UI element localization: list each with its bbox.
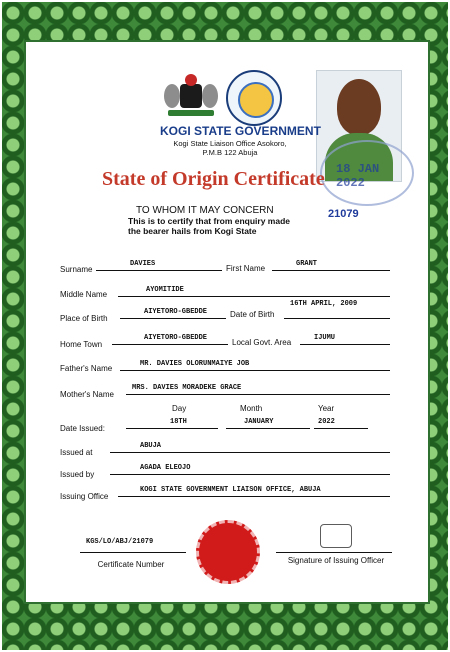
mothers-name-line — [126, 394, 390, 395]
lga-line — [300, 344, 390, 345]
middle-name-value: AYOMITIDE — [146, 286, 184, 294]
place-of-birth-value: AIYETORO-GBEDDE — [144, 308, 208, 316]
lga-label: Local Govt. Area — [232, 338, 292, 347]
month-value: JANUARY — [244, 418, 274, 426]
photo-head — [337, 79, 381, 135]
signature-line — [276, 552, 392, 553]
date-stamp-text: 18 JAN 2022 — [336, 162, 380, 190]
first-name-value: GRANT — [296, 260, 318, 268]
first-name-line — [272, 270, 390, 271]
mothers-name-value: MRS. DAVIES MORADEKE GRACE — [132, 384, 242, 392]
year-value: 2022 — [318, 418, 335, 426]
date-stamp — [320, 140, 414, 206]
home-town-label: Home Town — [60, 340, 103, 349]
certificate-title: State of Origin Certificate — [102, 168, 325, 190]
to-whom-it-may-concern: TO WHOM IT MAY CONCERN — [136, 205, 274, 216]
fathers-name-line — [120, 370, 390, 371]
middle-name-label: Middle Name — [60, 290, 108, 299]
mothers-name-label: Mother's Name — [60, 390, 114, 399]
first-name-label: First Name — [226, 264, 266, 273]
intro-line-1: This is to certify that from enquiry made — [128, 216, 291, 226]
surname-label: Surname — [60, 265, 93, 274]
home-town-value: AIYETORO-GBEDDE — [144, 334, 208, 342]
day-label: Day — [172, 404, 187, 413]
issuing-office-line — [118, 496, 390, 497]
issued-by-value: AGADA ELEOJO — [140, 464, 191, 472]
issuing-office-label: Issuing Office — [60, 492, 109, 501]
coat-of-arms-emblem — [160, 70, 222, 122]
certificate-number-line — [80, 552, 186, 553]
certificate-number-label: Certificate Number — [97, 560, 165, 569]
issued-at-value: ABUJA — [140, 442, 162, 450]
date-issued-label: Date Issued: — [60, 424, 105, 433]
lga-value: IJUMU — [314, 334, 336, 342]
year-line — [314, 428, 368, 429]
surname-value: DAVIES — [130, 260, 156, 268]
day-value: 18TH — [170, 418, 187, 426]
year-label: Year — [318, 404, 335, 413]
date-of-birth-line — [284, 318, 390, 319]
place-of-birth-label: Place of Birth — [60, 314, 108, 323]
date-of-birth-value: 16TH APRIL, 2009 — [290, 300, 358, 308]
serial-number: 21079 — [328, 208, 359, 220]
intro-text — [128, 216, 328, 236]
fathers-name-value: MR. DAVIES OLORUNMAIYE JOB — [140, 360, 250, 368]
date-of-birth-label: Date of Birth — [230, 310, 275, 319]
place-of-birth-line — [120, 318, 226, 319]
home-town-line — [112, 344, 228, 345]
intro-line-2: the bearer hails from Kogi State — [128, 226, 257, 237]
surname-line — [96, 270, 222, 271]
seal-center-icon — [238, 82, 274, 118]
issuing-office-value: KOGI STATE GOVERNMENT LIAISON OFFICE, ABUJA — [140, 486, 321, 494]
office-address — [160, 140, 300, 157]
signature-mark — [320, 524, 352, 548]
issued-at-line — [110, 452, 390, 453]
address-line-1: Kogi State Liaison Office Asokoro, — [173, 139, 287, 148]
issued-by-line — [110, 474, 390, 475]
issued-at-label: Issued at — [60, 448, 93, 457]
middle-name-line — [118, 296, 390, 297]
fathers-name-label: Father's Name — [60, 364, 113, 373]
state-seal — [226, 70, 282, 126]
month-label: Month — [240, 404, 263, 413]
issued-by-label: Issued by — [60, 470, 95, 479]
government-name: KOGI STATE GOVERNMENT — [160, 124, 321, 138]
certificate-number-value: KGS/LO/ABJ/21079 — [86, 538, 154, 546]
month-line — [226, 428, 310, 429]
address-line-2: P.M.B 122 Abuja — [202, 147, 258, 157]
signature-label: Signature of Issuing Officer — [287, 556, 385, 565]
day-line — [126, 428, 218, 429]
red-wax-seal — [196, 520, 260, 584]
